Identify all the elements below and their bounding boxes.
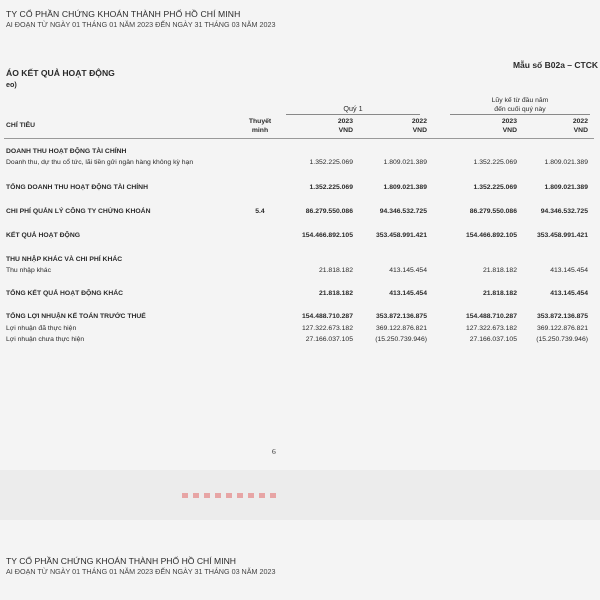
cell-ytd2023: 86.279.550.086 [469, 208, 517, 215]
cell-ytd2022: 1.809.021.389 [544, 184, 588, 191]
table-row [0, 148, 600, 158]
table-row [0, 267, 600, 277]
row-label: DOANH THU HOẠT ĐỘNG TÀI CHÍNH [6, 148, 127, 155]
cell-ytd2022: 369.122.876.821 [536, 325, 588, 332]
cell-ytd2023: 1.352.225.069 [473, 159, 517, 166]
table-row [0, 290, 600, 300]
header-rule [4, 138, 594, 139]
cell-ytd2023: 127.322.673.182 [465, 325, 517, 332]
row-label: TỔNG KẾT QUẢ HOẠT ĐỘNG KHÁC [6, 290, 124, 297]
cell-q2023: 1.352.225.069 [309, 184, 353, 191]
quarter-group-header: Quý 1 [343, 104, 363, 113]
column-header-q2022 [341, 117, 427, 135]
header-unit: VND [573, 127, 588, 134]
report-subtitle: eo) [6, 80, 17, 89]
page-number: 6 [272, 447, 276, 456]
cell-ytd2022: 94.346.532.725 [540, 208, 588, 215]
quarter-group-rule [286, 114, 420, 115]
table-row [0, 184, 600, 194]
cell-q2023: 86.279.550.086 [305, 208, 353, 215]
table-row [0, 313, 600, 323]
header-year: 2023 [501, 118, 517, 125]
table-row [0, 208, 600, 218]
cell-q2022: 413.145.454 [389, 290, 427, 297]
ytd-group-line2: đến cuối quý này [494, 106, 546, 113]
ytd-group-rule [450, 114, 590, 115]
row-note: 5.4 [255, 208, 265, 215]
ytd-group-line1: Lũy kế từ đầu năm [491, 97, 549, 104]
row-label: Doanh thu, dự thu cổ tức, lãi tiền gửi ngân hàng không kỳ hạn [6, 159, 194, 166]
cell-q2022: 369.122.876.821 [375, 325, 427, 332]
cell-ytd2022: (15.250.739.946) [536, 336, 588, 343]
next-page-company-name: TY CỔ PHẦN CHỨNG KHOÁN THÀNH PHỐ HỒ CHÍ MINH [6, 556, 237, 566]
cell-q2023: 21.818.182 [318, 267, 353, 274]
cell-q2023: 27.166.037.105 [305, 336, 353, 343]
row-label: KẾT QUẢ HOẠT ĐỘNG [6, 232, 81, 239]
cell-q2022: 94.346.532.725 [379, 208, 427, 215]
row-label: TỔNG LỢI NHUẬN KẾ TOÁN TRƯỚC THUẾ [6, 313, 146, 320]
cell-ytd2023: 154.488.710.287 [465, 313, 517, 320]
cell-q2023: 154.466.892.105 [301, 232, 353, 239]
cell-ytd2022: 413.145.454 [550, 290, 588, 297]
header-year: 2022 [572, 118, 588, 125]
cell-q2023: 127.322.673.182 [301, 325, 353, 332]
cell-q2023: 1.352.225.069 [309, 159, 353, 166]
column-header-ytd2022 [502, 117, 588, 135]
cell-ytd2023: 21.818.182 [482, 267, 517, 274]
cell-q2022: 353.872.136.875 [375, 313, 427, 320]
cell-ytd2023: 1.352.225.069 [473, 184, 517, 191]
page-gap [0, 470, 600, 520]
row-label: Lợi nhuận đã thực hiện [6, 325, 77, 332]
cell-ytd2023: 27.166.037.105 [469, 336, 517, 343]
header-unit: VND [338, 127, 353, 134]
row-label: THU NHẬP KHÁC VÀ CHI PHÍ KHÁC [6, 256, 123, 263]
company-name: TY CỔ PHẦN CHỨNG KHOÁN THÀNH PHỐ HỒ CHÍ MINH [6, 9, 241, 19]
cell-q2022: (15.250.739.946) [375, 336, 427, 343]
row-label: CHI PHÍ QUẢN LÝ CÔNG TY CHỨNG KHOÁN [6, 208, 151, 215]
cell-q2023: 21.818.182 [318, 290, 353, 297]
cell-ytd2022: 353.458.991.421 [536, 232, 588, 239]
table-row [0, 159, 600, 169]
cell-q2022: 353.458.991.421 [375, 232, 427, 239]
form-number: Mẫu số B02a – CTCK [512, 60, 598, 70]
header-unit: VND [412, 127, 427, 134]
table-row [0, 232, 600, 242]
column-header-note: Thuyết minh [248, 118, 272, 134]
cell-ytd2022: 413.145.454 [550, 267, 588, 274]
header-year: 2022 [411, 118, 427, 125]
ytd-group-header [450, 96, 590, 114]
cell-q2022: 1.809.021.389 [383, 184, 427, 191]
red-stamp-mark [182, 493, 278, 498]
header-unit: VND [502, 127, 517, 134]
cell-q2022: 1.809.021.389 [383, 159, 427, 166]
row-label: TỔNG DOANH THU HOẠT ĐỘNG TÀI CHÍNH [6, 184, 148, 191]
header-year: 2023 [337, 118, 353, 125]
cell-ytd2022: 1.809.021.389 [544, 159, 588, 166]
row-label: Thu nhập khác [6, 267, 51, 274]
next-page-report-period: AI ĐOẠN TỪ NGÀY 01 THÁNG 01 NĂM 2023 ĐẾN NGÀY 31 THÁNG 03 NĂM 2023 [6, 567, 276, 576]
table-row [0, 336, 600, 346]
table-row [0, 325, 600, 335]
cell-q2023: 154.488.710.287 [301, 313, 353, 320]
cell-ytd2023: 21.818.182 [482, 290, 517, 297]
cell-ytd2022: 353.872.136.875 [536, 313, 588, 320]
report-title: ÁO KẾT QUẢ HOẠT ĐỘNG [6, 68, 115, 78]
report-period: AI ĐOẠN TỪ NGÀY 01 THÁNG 01 NĂM 2023 ĐẾN NGÀY 31 THÁNG 03 NĂM 2023 [6, 20, 276, 29]
column-header-label: CHỈ TIÊU [6, 122, 36, 129]
row-label: Lợi nhuận chưa thực hiện [6, 336, 85, 343]
table-row [0, 256, 600, 266]
cell-q2022: 413.145.454 [389, 267, 427, 274]
cell-ytd2023: 154.466.892.105 [465, 232, 517, 239]
